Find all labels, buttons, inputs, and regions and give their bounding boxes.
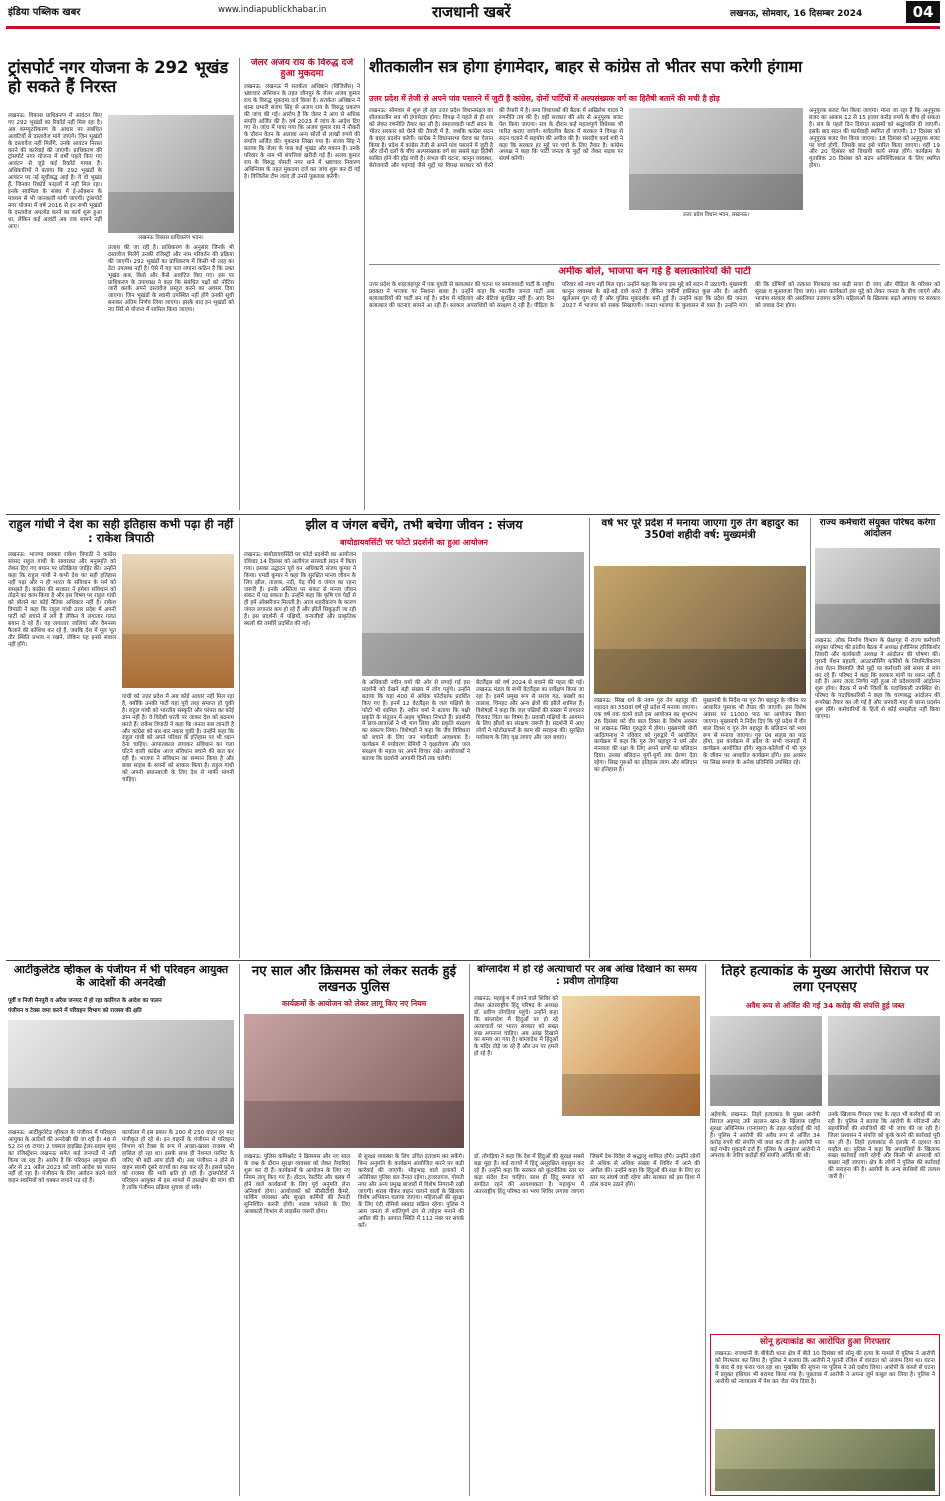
- photo-caption: उत्तर प्रदेश विधान भवन, लखनऊ।: [682, 212, 750, 218]
- subhead: बायोडायवर्सिटी पर फोटो प्रदर्शनी का हुआ आयोजन: [340, 538, 488, 547]
- article-employees: [815, 518, 940, 956]
- article-body: लखनऊ: आर्टीकुलेटेड व्हीकल के पंजीयन में परिवहन आयुक्त के आदेशों की अनदेखी की जा रही है। 48 से 52 टन (6 टायर) 2 एक्सल हाइब्रिड ट्रेलर-प्राइम मूवर का रजिस्ट्रेशन लखनऊ समेत कई जनपदों में नहीं किया जा रहा है। आरोप है कि परिवहन आयुक्त की ओर से 21 अप्रैल 2023 को जारी आदेश का पालन नहीं हो रहा है। पंजीयन के लिए आवेदन करने वाले वाहन स्वामियों को चक्कर लगाने पड़ रहे हैं।: [8, 1130, 116, 1185]
- article-body: अईयाके, लखनऊ: तिहरे हत्याकांड के मुख्य आरोपी सिराज अहमद उर्फ सल्लन खान के खिलाफ राष्ट्रीय सुरक्षा अधिनियम (एनएसए) के तहत कार्रवाई की गई है। पुलिस ने आरोपी की अवैध रूप से अर्जित 34 करोड़ रुपये की संपत्ति भी जब्त कर ली है। आरोपी पर कई गंभीर मुकदमे दर्ज हैं। पुलिस के अनुसार आरोपी ने अपराध के जरिए करोड़ों की संपत्ति अर्जित की थी।: [710, 1112, 820, 1160]
- column-rule: [239, 58, 240, 510]
- article-body-3: बेटलैंड्स को वर्ष 2024 से बचाने की पहल की गई। लखनऊ मंडल के सभी वेटलैंड्स का सर्वेक्षण किया जा रहा है। इसमें प्रमुख रूप से सराय गढ़, बख्शी का तालाब, चिनहट और अन्य क्षेत्रों की झीलें शामिल हैं। विशेषज्ञों ने कहा कि जल पक्षियों की संख्या में लगातार गिरावट चिंता का विषय है। प्रवासी पक्षियों के आगमन के लिए झीलों का संरक्षण जरूरी है। प्रदर्शनी में आए लोगों ने फोटोग्राफरों के काम की सराहना की। सुरक्षित पर्यावरण के लिए वृक्ष लगाएं और जल बचाएं।: [476, 680, 584, 742]
- subhead: कार्यक्रमों के आयोजन को लेकर लागू किए नए नियम: [281, 999, 427, 1008]
- article-body: लखनऊ: पुलिस कमिश्नरेट ने क्रिसमस और नए साल के जश्न के दौरान सुरक्षा व्यवस्था को लेकर तैयारियां शुरू कर दी हैं। कार्यक्रमों के आयोजन के लिए नए नियम लागू किए गए हैं। होटल, रेस्टोरेंट और क्लब में होने वाले कार्यक्रमों के लिए पूर्व अनुमति लेना अनिवार्य होगा। आयोजकों को सीसीटीवी कैमरे, पार्किंग व्यवस्था और सुरक्षा कर्मियों की तैनाती सुनिश्चित करनी होगी। शराब परोसने के लिए आबकारी विभाग से लाइसेंस जरूरी होगा।: [244, 1154, 350, 1216]
- headline: झील व जंगल बचेंगे, तभी बचेगा जीवन : संजय: [305, 518, 523, 532]
- headline: राहुल गांधी ने देश का सही इतिहास कभी पढ़ा ही नहीं : राकेश त्रिपाठी: [8, 518, 234, 545]
- article-body-2: से सुरक्षा व्यवस्था के लिए उचित इंतजाम कर सकेंगे। बिना अनुमति के कार्यक्रम आयोजित करने पर कड़ी कार्रवाई की जाएगी। भीड़भाड़ वाले इलाकों में अतिरिक्त पुलिस बल तैनात रहेगा। हजरतगंज, गोमती नगर और अन्य प्रमुख बाजारों में विशेष निगरानी रखी जाएगी। शराब पीकर वाहन चलाने वालों के खिलाफ विशेष अभियान चलाया जाएगा। महिलाओं की सुरक्षा के लिए एंटी रोमियो स्क्वाड सक्रिय रहेगा। पुलिस ने आम जनता से शांतिपूर्ण ढंग से त्योहार मनाने की अपील की है। आपात स्थिति में 112 नंबर पर संपर्क करें।: [358, 1154, 464, 1230]
- headline: आर्टीकुलेटेड व्हीकल के पंजीयन में भी परिवहन आयुक्त के आदेशों की अनदेखी: [13, 964, 229, 989]
- article-guru-teg-bahadur: [594, 518, 806, 956]
- column-rule: [469, 964, 470, 1496]
- dateline: लखनऊ, सोमवार, 16 दिसम्बर 2024: [730, 9, 863, 19]
- headline: ट्रांसपोर्ट नगर योजना के 292 भूखंड हो सकते हैं निरस्त: [8, 58, 229, 97]
- masthead: [0, 0, 945, 46]
- headline: वर्ष भर पूरे प्रदेश में मनाया जाएगा गुरु तेग बहादुर का 350वां शहीदी वर्ष: मुख्यमंत्री: [601, 518, 799, 542]
- article-body-2: गांधी को उत्तर प्रदेश में अब कोई आधार नहीं मिल रहा है, क्योंकि उनकी पार्टी यहां पूरी तरह समाप्त हो चुकी है। राहुल गांधी को भारतीय संस्कृति और परंपरा का कोई ज्ञान नहीं है। वे विदेशी धरती पर जाकर देश को बदनाम करते हैं। राकेश त्रिपाठी ने कहा कि जनता सब जानती है और कांग्रेस को बार-बार नकार चुकी है। उन्होंने कहा कि राहुल गांधी को अपने परिवार के इतिहास पर भी ध्यान देना चाहिए। आपातकाल लगाकर संविधान का गला घोंटने वाली कांग्रेस आज संविधान बचाने की बात कर रही है। भाजपा ने संविधान का सम्मान किया है और बाबा साहब के सपनों को साकार किया है। राहुल गांधी को अपनी बयानबाजी के लिए देश से माफी मांगनी चाहिए।: [122, 694, 234, 783]
- article-body-2: कार्यालय में इस प्रकार के 200 से 250 वाहन हर माह पंजीकृत हो रहे थे। इन वाहनों के पंजीयन से परिवहन विभाग को टैक्स के रूप में अच्छा-खासा राजस्व भी हासिल हो रहा था। इसके साथ ही नेशनल परमिट के जरिए भी बड़ी आय होती थी। अब पंजीयन न होने से वाहन स्वामी दूसरे राज्यों का रुख कर रहे हैं। इससे प्रदेश को राजस्व की भारी क्षति हो रही है। ट्रांसपोर्टरों ने परिवहन आयुक्त से इस मामले में हस्तक्षेप की मांग की है ताकि पंजीयन प्रक्रिया सुचारु हो सके।: [122, 1130, 234, 1192]
- headline: सोनू हत्याकांड का आरोपित हुआ गिरफ्तार: [759, 1337, 890, 1347]
- photo-caption: लखनऊ विकास प्राधिकरण भवन।: [138, 235, 204, 241]
- row-rule: [6, 960, 940, 961]
- article-sonu: [710, 1334, 940, 1496]
- article-body: लखनऊ: लोक निर्माण विभाग के प्रेक्षागृह में राज्य कर्मचारी संयुक्त परिषद की प्रांतीय बैठक में अध्यक्ष इंजीनियर हरिकिशोर तिवारी और कार्यकारी अध्यक्ष ने आंदोलन की घोषणा की। पुरानी पेंशन बहाली, आउटसोर्सिंग कर्मियों के नियमितीकरण तथा वेतन विसंगति जैसे मुद्दों पर कर्मचारी लंबे समय से मांग कर रहे हैं। परिषद ने कहा कि सरकार मांगों पर ध्यान नहीं दे रही है। अगर जल्द निर्णय नहीं हुआ तो प्रदेशव्यापी आंदोलन शुरू होगा। बैठक में सभी जिलों के पदाधिकारी उपस्थित थे। परिषद के पदाधिकारियों ने कहा कि चरणबद्ध आंदोलन की रूपरेखा तैयार कर ली गई है और जनवरी माह से धरना प्रदर्शन शुरू होंगे। कर्मचारियों के हितों से कोई समझौता नहीं किया जाएगा।: [815, 638, 940, 720]
- article-tihre: [710, 964, 940, 1330]
- rakesh-tripathi-photo: [122, 554, 234, 688]
- column-rule: [589, 518, 590, 958]
- article-body: लखनऊ: बायोडायवर्सिटी पर फोटो प्रदर्शनी का आयोजन रविवार 14 दिसंबर को अलीगंज सरस्वती सदन में किया गया। इसका उद्घाटन पूर्व वन अधिकारी संजय कुमार ने किया। एमडी कुमार ने कहा कि सुरक्षित मानव जीवन के लिए झील, तालाब, नदी, पेड़ पौधे व जंगल का रहना जरूरी है। इनके अस्तित्व पर संकट से मानव जीवन संकट में पड़ सकता है। उन्होंने कहा कि कृषि एवं पेड़ों से ही हमें ऑक्सीजन मिलती है। आज शहरीकरण के कारण जंगल लगातार कम हो रहे हैं और झीलें सिकुड़ती जा रही हैं। इस प्रदर्शनी में पक्षियों, वन्यजीवों और प्राकृतिक स्थलों की तस्वीरें प्रदर्शित की गईं।: [244, 552, 356, 628]
- accused-photo-1: [710, 1016, 822, 1106]
- article-body: लखनऊ: सिख धर्म के नवम गुरु तेग बहादुर की शहादत का 350वां वर्ष पूरे प्रदेश में मनाया जाएगा। एक वर्ष तक चलने वाले इस आयोजन का शुभारंभ 26 दिसंबर को वीर बाल दिवस के विशेष अवसर पर लखनऊ स्थित गुरुद्वारे में होगा। मुख्यमंत्री योगी आदित्यनाथ ने रविवार को गुरुद्वारे में आयोजित कार्यक्रम में कहा कि गुरु तेग बहादुर ने धर्म और मानवता की रक्षा के लिए अपने प्राणों का बलिदान दिया। उनका बलिदान युगों-युगों तक प्रेरणा देता रहेगा। सिख गुरुओं का इतिहास त्याग और बलिदान का इतिहास है।: [594, 698, 697, 774]
- column-rule: [239, 964, 240, 1496]
- article-body: लखनऊ: भाजपा प्रवक्ता राकेश त्रिपाठी ने कांग्रेस सांसद राहुल गांधी के सावरकर और मनुस्मृति को लेकर दिए गए बयान पर प्रतिक्रिया जाहिर की। उन्होंने कहा कि राहुल गांधी ने कभी देश का सही इतिहास नहीं पढ़ा और न ही भारत के संविधान के मर्म को समझते हैं। कांग्रेस की सरकार ने हमेशा संविधान को तोड़ने का काम किया है और इस विषय पर राहुल गांधी को बोलने का कोई नैतिक अधिकार नहीं है। राकेश त्रिपाठी ने कहा कि राहुल गांधी उत्तर प्रदेश में अपनी पार्टी को बचाने में लगे हैं लेकिन वे लगातार गलत बयान दे रहे हैं। यह लगातार जालियां और वैमनस्य फैलाने की कोशिश कर रहे हैं, जबकि देश में मूल भूत तौर स्थिति प्रभाव न रखने, लेकिन यह इनसे सवाल नहीं होंगे।: [8, 552, 116, 648]
- section-rule: [369, 264, 940, 265]
- article-winter-session: [369, 58, 940, 262]
- article-transport: [8, 58, 234, 508]
- page-number: 04: [906, 1, 940, 23]
- meeting-photo: [815, 548, 940, 634]
- truck-trailer-photo: [8, 1020, 234, 1124]
- article-body-2: डॉ. तोगड़िया ने कहा कि देश में हिंदुओं की सुरक्षा सबसे बड़ा मुद्दा है। कई राज्यों में हिंदू असुरक्षित महसूस कर रहे हैं। उन्होंने कहा कि सरकार को कूटनीतिक स्तर पर कड़ा संदेश देना चाहिए। साथ ही हिंदू समाज को संगठित रहने की आवश्यकता है। महाकुंभ में अंतरराष्ट्रीय हिंदू परिषद का भव्य शिविर लगाया जाएगा जिसमें देश-विदेश से श्रद्धालु शामिल होंगे। उन्होंने लोगों से अधिक से अधिक संख्या में शिविर में आने की अपील की। उन्होंने कहा कि हिंदुओं की रक्षा के लिए हर स्तर पर संघर्ष जारी रहेगा और सरकार को इस दिशा में ठोस कदम उठाने होंगे।: [474, 1154, 700, 1195]
- headline: नए साल और क्रिसमस को लेकर सतर्क हुई लखनऊ पुलिस: [251, 964, 457, 995]
- police-team-photo: [715, 1429, 935, 1491]
- article-body-2: मुख्यमंत्री के निर्देश पर गुरु तेग बहादुर के जीवन पर आधारित पुस्तक भी तैयार की जाएगी। इस विशेष अवसर पर 11000 पाठ का आयोजन किया जाएगा। मुख्यमंत्री ने निर्देश दिए कि पूरे प्रदेश में वीर बाल दिवस व गुरु तेग बहादुर के बलिदान को भव्य रूप से मनाया जाएगा। गुरु ग्रंथ साहब का पाठ होगा, इस कार्यक्रम में प्रदेश के सभी जनपदों में कार्यक्रम आयोजित होंगे। स्कूल-कॉलेजों में भी गुरु के जीवन पर आधारित कार्यक्रम होंगे। इस अवसर पर सिख समाज के अनेक प्रतिनिधि उपस्थित रहे।: [703, 698, 806, 767]
- headline: जेलर अजय राय के विरुद्ध दर्ज हुआ मुकदमा: [250, 58, 354, 79]
- accused-photo-2: [828, 1016, 940, 1106]
- article-body-2: अनुपूरक बजट पेश किया जाएगा। माना जा रहा है कि अनुपूरक बजट का आकार 12 से 15 हजार करोड़ रुपये के बीच हो सकता है। सत्र के पहले दिन दिवंगत सदस्यों को श्रद्धांजलि दी जाएगी। इसके बाद सदन की कार्यवाही स्थगित हो जाएगी। 17 दिसंबर को अनुपूरक बजट पेश किया जाएगा। 18 दिसंबर को अनुपूरक बजट पर चर्चा होगी, जिसके बाद इसे पारित किया जाएगा। वहीं 19 और 20 दिसंबर को विधायी कार्य संपन्न होंगे। कार्यक्रम के मुताबिक 20 दिसंबर को सदन अनिश्चितकाल के लिए स्थगित होगा।: [809, 108, 940, 170]
- row-rule: [6, 514, 940, 515]
- section-title: राजधानी खबरें: [432, 3, 511, 21]
- article-jailer: [244, 58, 360, 508]
- article-body-2: के अधिकारी नवीन वर्मा की ओर से लगाई गई इस प्रदर्शनी को देखने बड़ी संख्या में लोग पहुंचे। उन्होंने बताया कि यहां 400 से अधिक फोटोग्राफ प्रदर्शित किए गए हैं। इनमें 12 वेटलैंड्स के जल पक्षियों के फोटो भी शामिल हैं। नवीन वर्मा ने बताया कि पक्षी प्रकृति के संतुलन में अहम भूमिका निभाते हैं। प्रदर्शनी में छात्र-छात्राओं ने भी भाग लिया और प्रकृति संरक्षण का संकल्प लिया। विशेषज्ञों ने कहा कि जैव विविधता को बचाने के लिए जन भागीदारी आवश्यक है। कार्यक्रम में पर्यावरण प्रेमियों ने वृक्षारोपण और जल संरक्षण के महत्व पर अपने विचार रखे। आयोजकों ने बताया कि प्रदर्शनी आगामी दिनों तक चलेगी।: [362, 680, 470, 762]
- article-body: लखनऊ: महाकुंभ में लगने वाले शिविर को लेकर अंतरराष्ट्रीय हिंदू परिषद के अध्यक्ष डॉ. प्रवीण तोगड़िया पहुंचे। उन्होंने कहा कि बांग्लादेश में हिंदुओं पर हो रहे अत्याचारों पर भारत सरकार को सख्त रुख अपनाना चाहिए। अब आंख दिखाने का समय आ गया है। बांग्लादेश में हिंदुओं के मंदिर तोड़े जा रहे हैं और उन पर हमले हो रहे हैं।: [474, 996, 558, 1058]
- article-body-2: तलाश की जा रही है। प्राधिकरण के अनुसार जिनके भी दस्तावेज मिलेंगे उनकी रजिस्ट्री और नाम परिवर्तन की प्रक्रिया की जाएगी। 292 भूखंडों का प्राधिकरण में किसी भी तरह का डेटा उपलब्ध नहीं है। ऐसे में यह पता लगाना कठिन है कि उक्त भूखंड कब, किसे और कैसे आवंटित किए गए। इस पर प्राधिकरण के उपाध्यक्ष ने कहा कि संबंधित पक्षों को नोटिस जारी करके अपने दस्तावेज प्रस्तुत करने का अवसर दिया जाएगा। जिन भूखंडों के स्वामी उपस्थित नहीं होंगे उनकी सूची बनाकर अंतिम निर्णय लिया जाएगा। इसके बाद इन भूखंडों को नए सिरे से योजना में शामिल किया जाएगा।: [108, 245, 234, 314]
- brand-name: इंडिया पब्लिक खबर: [8, 7, 81, 18]
- header-rule: [6, 26, 940, 29]
- gurudwara-event-photo: [594, 566, 806, 694]
- article-police: [244, 964, 464, 1496]
- subhead: अवैध रूप से अर्जित की गई 34 करोड़ की संपत्ति हुई जब्त: [745, 1001, 905, 1010]
- article-togadia: [474, 964, 700, 1496]
- headline: राज्य कर्मचारी संयुक्त परिषद करेगा आंदोलन: [819, 518, 936, 539]
- exhibition-photo: [362, 552, 584, 676]
- article-body: लखनऊ: विकास प्राधिकरण में आवंटन किए गए 292 भूखंडों का रिकॉर्ड नहीं मिल रहा है। अब कम्प्यूटरीकरण के आधार पर संबंधित आवंटियों से दस्तावेज मांगे जाएंगे। जिन भूखंडों के दस्तावेज नहीं मिलेंगे, उनके आवंटन निरस्त करने की कार्रवाई की जाएगी। प्राधिकरण की ट्रांसपोर्ट नगर योजना में वर्षों पहले किए गए आवंटन से जुड़े कई रिकॉर्ड गायब हैं। अधिकारियों ने बताया कि 292 भूखंडों के आवंटन पर नई सूचीबद्ध आई है। ये वो भूखंड हैं, जिनका रिकॉर्ड फाइलों में नहीं मिल रहा। इनके स्वामित्व के संबंध में ई-ऑक्शन के माध्यम से भी जानकारी मांगी जाएगी। ट्रांसपोर्ट नगर योजना में वर्ष 2016 से इन सभी भूखंडों के दस्तावेज अपलोड करने का कार्य शुरू हुआ था, लेकिन कई आवंटी अब तक सामने नहीं आए।: [8, 113, 102, 230]
- headline: शीतकालीन सत्र होगा हंगामेदार, बाहर से कांग्रेस तो भीतर सपा करेगी हंगामा: [369, 58, 803, 76]
- column-rule: [364, 58, 365, 510]
- headline: बांग्लादेश में हो रहे अत्याचारों पर अब आंख दिखाने का समय : प्रवीण तोगड़िया: [477, 964, 697, 987]
- article-body-2: उनके खिलाफ गैंगस्टर एक्ट के तहत भी कार्रवाई की जा रही है। पुलिस ने बताया कि आरोपी के परिजनों और सहयोगियों की संपत्तियों की भी जांच की जा रही है। जिला प्रशासन ने संपत्ति को कुर्क करने की कार्रवाई पूरी कर ली है। तिहरे हत्याकांड से इलाके में दहशत का माहौल था। पुलिस ने कहा कि अपराधियों के खिलाफ सख्त कार्रवाई जारी रहेगी और किसी भी अपराधी को बख्शा नहीं जाएगा। क्षेत्र के लोगों ने पुलिस की कार्रवाई की सराहना की है। आरोपी के अन्य साथियों की तलाश जारी है।: [828, 1112, 940, 1181]
- column-rule: [810, 518, 811, 958]
- article-body: लखनऊ: लखनऊ में सतर्कता अधिष्ठान (विजिलेंस) ने भ्रष्टाचार अभियान के तहत जौनपुर के जेलर अजय कुमार राय के विरुद्ध मुकदमा दर्ज किया है। सतर्कता अधिष्ठान ने थाना प्रभारी संजय सिंह से अजय राय के विरुद्ध प्रकरण की जांच की गई। आरोप है कि जेलर ने आय से अधिक संपत्ति अर्जित की है। वर्ष 2023 में जांच के आदेश दिए गए थे। जांच में पाया गया कि अजय कुमार राय ने नौकरी के दौरान वेतन के अलावा अन्य स्रोतों से लाखों रुपये की संपत्ति अर्जित की। मुकदमा लिखा गया है। संजय सिंह ने बताया कि जेलर के पास कई भूखंड और मकान हैं। उनके परिवार के नाम भी संपत्तियां खरीदी गई हैं। अजय कुमार राय के विरुद्ध गोमती नगर थाने में भ्रष्टाचार निवारण अधिनियम के तहत मुकदमा दर्ज कर जांच शुरू कर दी गई है। विजिलेंस टीम जल्द ही उनसे पूछताछ करेगी।: [244, 84, 360, 180]
- subhead: उत्तर प्रदेश में तेजी से अपने पांव पसारने में जुटी है कांग्रेस, दोनों पार्टियों में अल्पसंख्यक वर्ग का हितैषी बताने की मची है होड़: [369, 94, 720, 103]
- article-amit: [369, 266, 940, 510]
- article-body: उत्तर प्रदेश के शाहजहांपुर में एक युवती से बलात्कार की घटना पर समाजवादी पार्टी के राष्ट्रीय प्रवक्ता ने भाजपा पर निशाना साधा है। उन्होंने कहा कि भारतीय जनता पार्टी अब बलात्कारियों की पार्टी बन गई है। प्रदेश में महिलाएं और बेटियां सुरक्षित नहीं हैं। आए दिन बलात्कार की घटनाएं सामने आ रही हैं। सरकार अपराधियों को संरक्षण दे रही है। पीड़िता के परिवार को न्याय नहीं मिल रहा। उन्होंने कहा कि सपा इस मुद्दे को सदन में उठाएगी। मुख्यमंत्री कानून व्यवस्था के बड़े-बड़े दावे करते हैं लेकिन जमीनी हकीकत कुछ और है। आरोपी खुलेआम घूम रहे हैं और पुलिस मूकदर्शक बनी हुई है। उन्होंने कहा कि प्रदेश की जनता 2027 में भाजपा को सबक सिखाएगी। जनता भाजपा के कुशासन से त्रस्त है। उन्होंने मांग की कि दोषियों को तत्काल गिरफ्तार कर कड़ी सजा दी जाए और पीड़िता के परिवार को सुरक्षा व मुआवजा दिया जाए। सपा कार्यकर्ता इस मुद्दे को लेकर जनता के बीच जाएंगे और भाजपा सरकार की असलियत उजागर करेंगे। महिलाओं के खिलाफ बढ़ते अपराध पर सरकार को जवाब देना होगा।: [369, 282, 940, 309]
- column-rule: [239, 518, 240, 958]
- praveen-togadia-photo: [562, 996, 700, 1116]
- article-vehicle: [8, 964, 234, 1496]
- article-body: लखनऊ: सोमवार से शुरू हो रहा उत्तर प्रदेश विधानमंडल का शीतकालीन सत्र भी हंगामेदार होगा। विपक्ष ने पहले से ही सत्र को लेकर रणनीति तैयार कर ली है। समाजवादी पार्टी सदन के भीतर सरकार को घेरने की तैयारी में है, जबकि कांग्रेस सदन के बाहर प्रदर्शन करेगी। कांग्रेस ने विधानसभा घेराव का ऐलान किया है। प्रदेश में कांग्रेस तेजी से अपने पांव पसारने में जुटी है और दोनों दलों के बीच अल्पसंख्यक वर्ग का सबसे बड़ा हितैषी साबित होने की होड़ मची है। संभल की घटना, कानून व्यवस्था, बेरोजगारी और महंगाई जैसे मुद्दों पर विपक्ष सरकार को घेरने की तैयारी में है। सपा विधायकों की बैठक में अखिलेश यादव ने रणनीति तय की है। वहीं सरकार की ओर से अनुपूरक बजट पेश किया जाएगा। सत्र के दौरान कई महत्वपूर्ण विधेयक भी पारित कराए जाएंगे। सर्वदलीय बैठक में सरकार ने विपक्ष से सदन चलाने में सहयोग की अपील की है। संसदीय कार्य मंत्री ने कहा कि सरकार हर मुद्दे पर चर्चा के लिए तैयार है। कांग्रेस अध्यक्ष ने कहा कि पार्टी जनता के मुद्दों को लेकर सड़क पर संघर्ष करेगी।: [369, 108, 623, 170]
- article-rahul: [8, 518, 234, 956]
- headline: अमीक बोले, भाजपा बन गई है बलात्कारियों की पार्टी: [558, 266, 751, 277]
- bullet-2: पंजीयन व टेक्स जमा करने में परिवहन विभाग को राजस्व की क्षति: [8, 1008, 142, 1014]
- headline: तिहरे हत्याकांड के मुख्य आरोपी सिराज पर लगा एनएसए: [721, 964, 929, 995]
- bullet-1: पूर्वी व निजी मैनपुरी व अरैया जनपद में हो रहा कारिंगत के आदेश का पालन: [8, 998, 162, 1004]
- article-forest: [244, 518, 584, 956]
- christmas-mall-photo: [244, 1014, 464, 1148]
- article-body: लखनऊ: राजधानी के बीकेटी थाना क्षेत्र में बीते 10 दिसंबर को सोनू की हत्या के मामले में पुलिस ने आरोपी को गिरफ्तार कर लिया है। पुलिस ने बताया कि आरोपी ने पुरानी रंजिश में वारदात को अंजाम दिया था। घटना के बाद से वह फरार चल रहा था। मुखबिर की सूचना पर पुलिस ने उसे दबोच लिया। आरोपी के कब्जे से घटना में प्रयुक्त हथियार भी बरामद किया गया है। पूछताछ में आरोपी ने अपना जुर्म कबूल कर लिया है। पुलिस ने आरोपी को न्यायालय में पेश कर जेल भेज दिया है।: [715, 1351, 935, 1385]
- site-url[interactable]: www.indiapublickhabar.in: [218, 5, 327, 15]
- vidhan-bhavan-photo: [629, 108, 803, 210]
- column-rule: [705, 964, 706, 1496]
- lda-building-photo: [108, 115, 234, 233]
